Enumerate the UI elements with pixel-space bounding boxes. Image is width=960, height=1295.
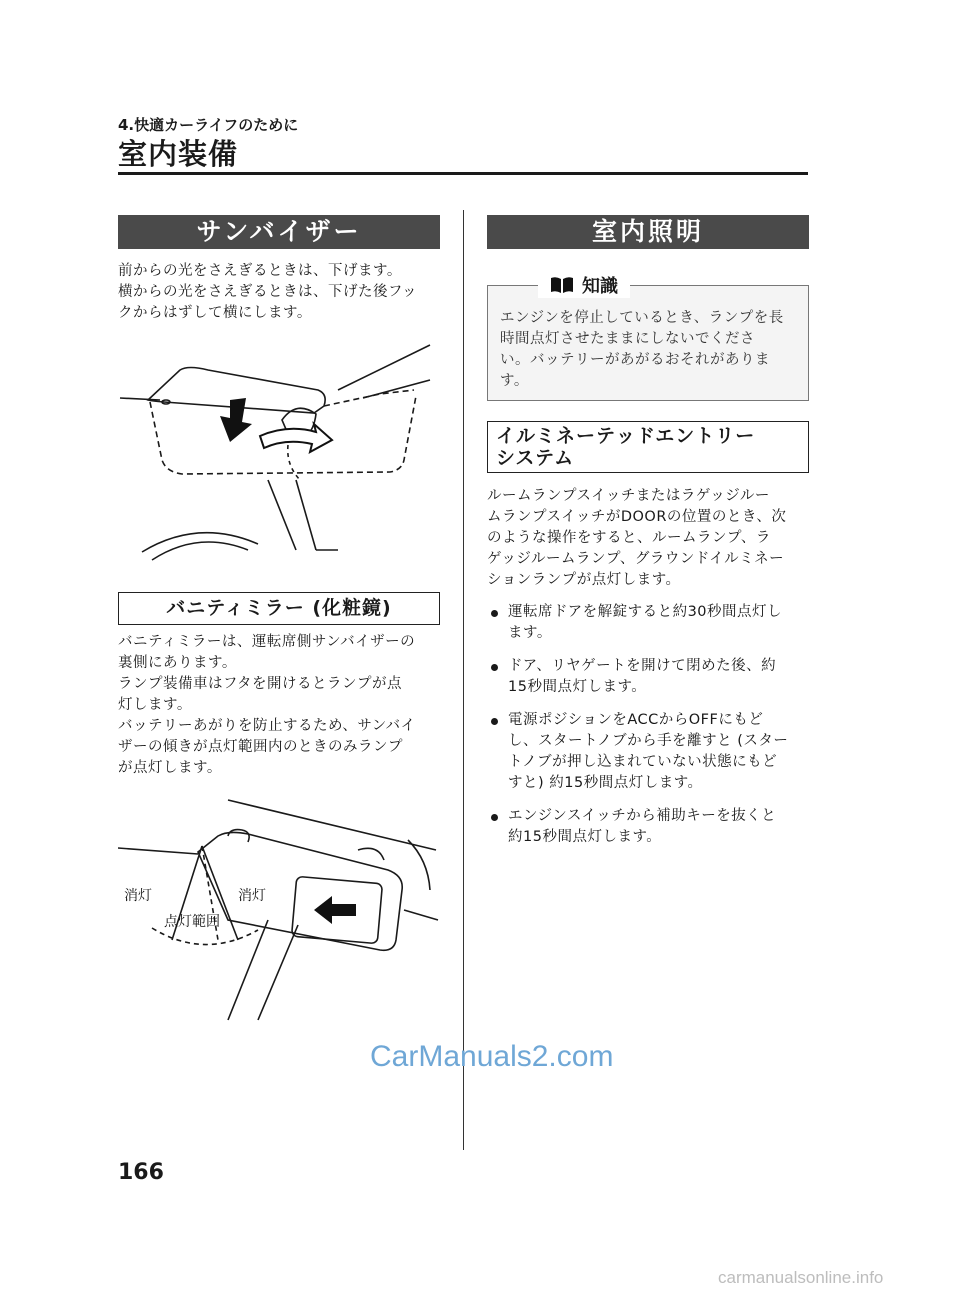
bullet-icon bbox=[491, 664, 498, 671]
watermark[interactable]: CarManuals2.com bbox=[370, 1040, 614, 1073]
text-line: ムランプスイッチがDOORの位置のとき、次 bbox=[487, 509, 787, 525]
text-line: 運転席ドアを解錠すると約30秒間点灯し bbox=[508, 604, 783, 620]
knowledge-text bbox=[500, 308, 800, 392]
knowledge-box bbox=[487, 276, 809, 401]
header-rule bbox=[118, 172, 808, 175]
left-arrow-icon bbox=[314, 896, 356, 924]
text-line: ザーの傾きが点灯範囲内のときのみランプ bbox=[118, 739, 403, 755]
text-line: すと) 約15秒間点灯します。 bbox=[508, 775, 703, 791]
list-item bbox=[491, 602, 811, 644]
text-line: 灯します。 bbox=[118, 697, 192, 713]
vanity-mirror-text bbox=[118, 632, 448, 779]
text-line: ランプ装備車はフタを開けるとランプが点 bbox=[118, 676, 402, 692]
list-item bbox=[491, 806, 811, 848]
list-item bbox=[491, 710, 811, 794]
text-line: バニティミラーは、運転席側サンバイザーの bbox=[118, 634, 416, 650]
text-line: が点灯します。 bbox=[118, 760, 222, 776]
bullet-list bbox=[491, 602, 811, 848]
text-line: 電源ポジションをACCからOFFにもど bbox=[508, 712, 764, 728]
book-icon bbox=[550, 276, 574, 294]
label-off-right: 消灯 bbox=[238, 888, 266, 904]
text-line: 約15秒間点灯します。 bbox=[508, 829, 662, 845]
footer-watermark[interactable]: carmanualsonline.info bbox=[718, 1268, 884, 1287]
heading-line: イルミネーテッドエントリー bbox=[496, 425, 756, 447]
vanity-mirror-illustration bbox=[118, 790, 440, 1025]
label-on-range: 点灯範囲 bbox=[164, 914, 220, 930]
text-line: す。 bbox=[500, 373, 529, 389]
knowledge-title-text: 知識 bbox=[582, 276, 618, 297]
text-line: トノブが押し込まれていない状態にもど bbox=[508, 754, 778, 770]
text-line: ます。 bbox=[508, 625, 552, 641]
bullet-icon bbox=[491, 814, 498, 821]
text-line: い。バッテリーがあがるおそれがありま bbox=[500, 352, 770, 368]
right-arrow-icon bbox=[260, 424, 332, 452]
chapter-heading: 4.快適カーライフのために bbox=[118, 116, 299, 134]
sun-visor-banner: サンバイザー bbox=[118, 215, 440, 249]
text-line: 時間点灯させたままにしないでくださ bbox=[500, 331, 755, 347]
text-line: し、スタートノブから手を離すと (スター bbox=[508, 733, 789, 749]
interior-light-banner: 室内照明 bbox=[487, 215, 809, 249]
illuminated-entry-heading bbox=[487, 421, 809, 473]
text-line: 横からの光をさえぎるときは、下げた後フッ bbox=[118, 284, 417, 300]
text-line: クからはずして横にします。 bbox=[118, 305, 312, 321]
label-off-left: 消灯 bbox=[124, 888, 152, 904]
down-arrow-icon bbox=[220, 398, 252, 442]
sun-visor-illustration bbox=[118, 340, 440, 565]
text-line: 前からの光をさえぎるときは、下げます。 bbox=[118, 263, 402, 279]
text-line: ドア、リヤゲートを開けて閉めた後、約 bbox=[508, 658, 777, 674]
text-line: バッテリーあがりを防止するため、サンバイ bbox=[118, 718, 416, 734]
text-line: ルームランプスイッチまたはラゲッジルー bbox=[487, 488, 770, 504]
knowledge-title bbox=[538, 272, 630, 298]
text-line: ゲッジルームランプ、グラウンドイルミネー bbox=[487, 551, 785, 567]
page-number: 166 bbox=[118, 1160, 164, 1185]
text-line: 裏側にあります。 bbox=[118, 655, 237, 671]
text-line: 15秒間点灯します。 bbox=[508, 679, 647, 695]
list-item bbox=[491, 656, 811, 698]
illuminated-entry-intro bbox=[487, 486, 817, 591]
text-line: エンジンを停止しているとき、ランプを長 bbox=[500, 310, 784, 326]
column-divider bbox=[463, 210, 464, 1150]
vanity-mirror-heading: バニティミラー (化粧鏡) bbox=[118, 592, 440, 625]
bullet-icon bbox=[491, 610, 498, 617]
text-line: ションランプが点灯します。 bbox=[487, 572, 681, 588]
heading-line: システム bbox=[496, 447, 575, 469]
sun-visor-text bbox=[118, 261, 448, 324]
text-line: エンジンスイッチから補助キーを抜くと bbox=[508, 808, 777, 824]
text-line: のような操作をすると、ルームランプ、ラ bbox=[487, 530, 771, 546]
bullet-icon bbox=[491, 718, 498, 725]
section-title: 室内装備 bbox=[118, 137, 239, 171]
